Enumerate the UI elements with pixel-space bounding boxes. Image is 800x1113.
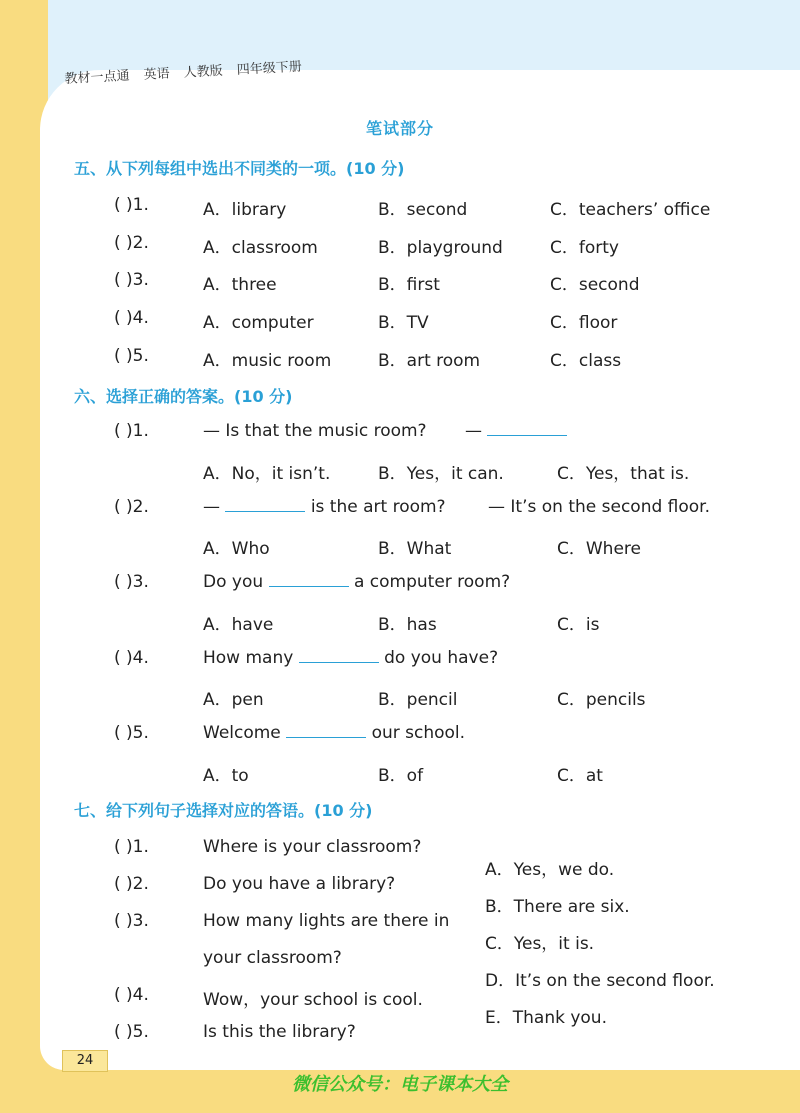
header-book: 教材一点通 [64, 68, 130, 87]
s6-q3-option-c: C．is [557, 615, 600, 635]
s6-q3-text-rest: a computer room? [353, 572, 511, 592]
s6-q1-option-c: C．Yes，that is. [557, 464, 690, 484]
s5-q1-option-c: C．teachers’ office [550, 200, 711, 220]
s6-q4-option-a: A．pen [203, 690, 264, 710]
s7-q5-text: Is this the library? [203, 1022, 356, 1042]
s6-q5-text [203, 723, 465, 743]
page-number: 24 [62, 1050, 108, 1072]
s6-q3-text [203, 572, 510, 592]
s6-q1-text: — Is that the music room? [203, 421, 427, 441]
s5-q3-option-b: B．first [378, 275, 440, 295]
s6-q2-dash: — [203, 497, 220, 517]
s6-q3-blank [269, 572, 349, 587]
header-subject: 英语 [143, 66, 171, 83]
s5-q5-option-c: C．class [550, 351, 622, 371]
s5-q5-option-b: B．art room [378, 351, 481, 371]
s6-q4-number: ( )4. [114, 648, 149, 668]
s7-q4-text: Wow，your school is cool. [203, 990, 423, 1010]
s6-q4-blank [299, 648, 379, 663]
s5-q3-option-c: C．second [550, 275, 640, 295]
section7-heading: 七、给下列句子选择对应的答语。(10 分) [74, 801, 373, 820]
s6-q2-option-b: B．What [378, 539, 452, 559]
s6-q1-dash: — [465, 421, 482, 441]
s5-q1-option-b: B．second [378, 200, 468, 220]
s5-q4-option-a: A．computer [203, 313, 314, 333]
s6-q1-response [465, 421, 567, 441]
s6-q2-option-a: A．Who [203, 539, 270, 559]
s5-q4-option-b: B．TV [378, 313, 429, 333]
s5-q3-option-a: A．three [203, 275, 277, 295]
s6-q5-option-c: C．at [557, 766, 603, 786]
page-title: 笔试部分 [365, 119, 434, 138]
s7-q2-text: Do you have a library? [203, 874, 396, 894]
s6-q2-number: ( )2. [114, 497, 149, 517]
s6-q1-option-b: B．Yes，it can. [378, 464, 504, 484]
s5-q2-option-b: B．playground [378, 238, 503, 258]
s7-q3-text: How many lights are there in [203, 911, 450, 931]
s6-q5-blank [286, 723, 366, 738]
s5-q5-number: ( )5. [114, 346, 149, 366]
s6-q2-text [203, 497, 446, 517]
s6-q5-text-start: Welcome [203, 723, 281, 743]
s7-q1-text: Where is your classroom? [203, 837, 422, 857]
header-edition: 人教版 [183, 63, 224, 81]
s6-q2-response: — It’s on the second floor. [488, 497, 711, 517]
s7-q2-number: ( )2. [114, 874, 149, 894]
s5-q1-option-a: A．library [203, 200, 287, 220]
s6-q3-number: ( )3. [114, 572, 149, 592]
s6-q2-option-c: C．Where [557, 539, 641, 559]
s7-q4-number: ( )4. [114, 985, 149, 1005]
header-grade: 四年级下册 [236, 59, 303, 78]
s5-q2-option-a: A．classroom [203, 238, 318, 258]
s6-q2-blank [225, 497, 305, 512]
s7-answer-c: C．Yes，it is. [485, 934, 595, 954]
s6-q4-option-b: B．pencil [378, 690, 458, 710]
s7-q3-number: ( )3. [114, 911, 149, 931]
s6-q3-option-b: B．has [378, 615, 437, 635]
s5-q4-option-c: C．floor [550, 313, 618, 333]
footer-watermark: 微信公众号：电子课本大全 [292, 1074, 508, 1095]
s5-q5-option-a: A．music room [203, 351, 332, 371]
s6-q5-text-rest: our school. [371, 723, 466, 743]
s6-q3-text-start: Do you [203, 572, 264, 592]
s7-answer-d: D．It’s on the second floor. [485, 971, 715, 991]
s6-q2-text-rest: is the art room? [310, 497, 446, 517]
s7-q3-text-line2: your classroom? [203, 948, 342, 968]
s7-answer-e: E．Thank you. [485, 1008, 607, 1028]
s7-answer-b: B．There are six. [485, 897, 630, 917]
s5-q2-option-c: C．forty [550, 238, 619, 258]
s6-q4-text-start: How many [203, 648, 294, 668]
s6-q1-blank [487, 421, 567, 436]
s7-answer-a: A．Yes，we do. [485, 860, 615, 880]
s5-q3-number: ( )3. [114, 270, 149, 290]
s6-q5-option-b: B．of [378, 766, 424, 786]
s6-q1-option-a: A．No，it isn’t. [203, 464, 331, 484]
s6-q1-number: ( )1. [114, 421, 149, 441]
s6-q4-option-c: C．pencils [557, 690, 646, 710]
s6-q5-number: ( )5. [114, 723, 149, 743]
s6-q3-option-a: A．have [203, 615, 274, 635]
s7-q5-number: ( )5. [114, 1022, 149, 1042]
s6-q5-option-a: A．to [203, 766, 249, 786]
s5-q2-number: ( )2. [114, 233, 149, 253]
section5-heading: 五、从下列每组中选出不同类的一项。(10 分) [74, 159, 405, 178]
s5-q1-number: ( )1. [114, 195, 149, 215]
s5-q4-number: ( )4. [114, 308, 149, 328]
s6-q4-text [203, 648, 498, 668]
s6-q4-text-rest: do you have? [384, 648, 499, 668]
section6-heading: 六、选择正确的答案。(10 分) [74, 387, 293, 406]
s7-q1-number: ( )1. [114, 837, 149, 857]
